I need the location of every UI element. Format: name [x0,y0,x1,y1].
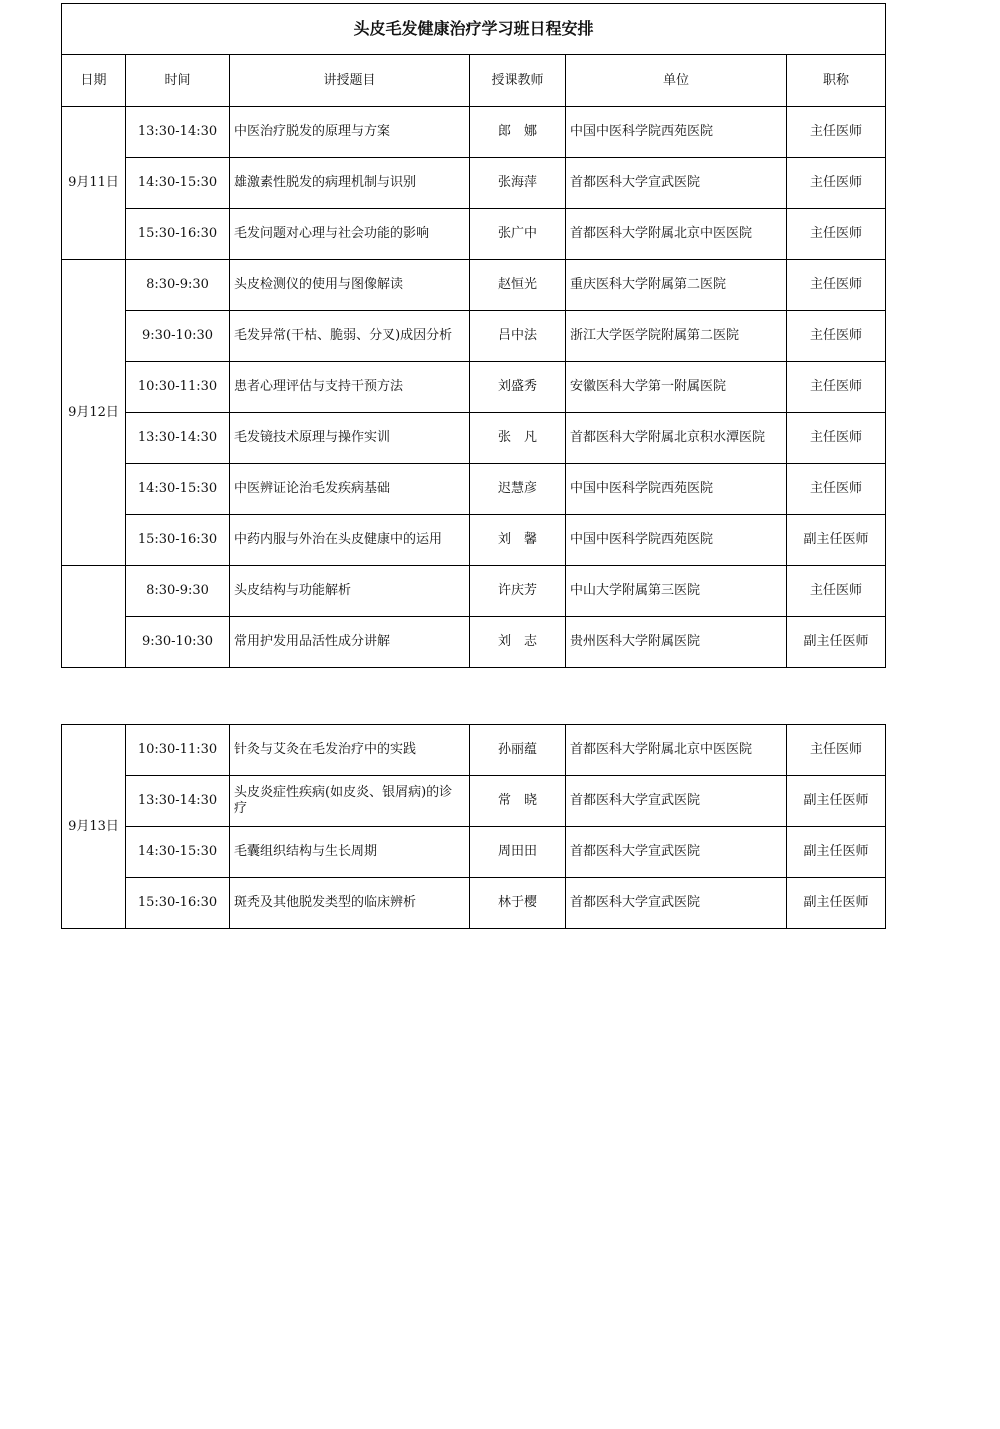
time-cell: 13:30-14:30 [126,413,230,464]
table-row [62,209,886,260]
table-row [62,107,886,158]
header-unit: 单位 [566,55,787,107]
header-topic: 讲授题目 [230,55,470,107]
teacher-cell: 张广中 [470,209,566,260]
topic-cell: 斑秃及其他脱发类型的临床辨析 [230,878,470,929]
unit-cell: 首都医科大学附属北京中医医院 [566,725,787,776]
rank-cell: 主任医师 [787,362,886,413]
unit-cell: 首都医科大学宣武医院 [566,776,787,827]
time-cell: 14:30-15:30 [126,158,230,209]
table-row [62,827,886,878]
schedule-table-continued [61,724,886,929]
topic-cell: 中医治疗脱发的原理与方案 [230,107,470,158]
table-row [62,566,886,617]
date-cell: 9月11日 [62,107,126,260]
topic-cell: 头皮炎症性疾病(如皮炎、银屑病)的诊疗 [230,776,470,827]
unit-cell: 首都医科大学宣武医院 [566,827,787,878]
rank-cell: 主任医师 [787,209,886,260]
topic-cell: 头皮结构与功能解析 [230,566,470,617]
topic-cell: 患者心理评估与支持干预方法 [230,362,470,413]
topic-cell: 毛发问题对心理与社会功能的影响 [230,209,470,260]
table-row [62,413,886,464]
teacher-cell: 张海萍 [470,158,566,209]
topic-cell: 中医辨证论治毛发疾病基础 [230,464,470,515]
header-title: 职称 [787,55,886,107]
rank-cell: 主任医师 [787,566,886,617]
header-time: 时间 [126,55,230,107]
rank-cell: 主任医师 [787,260,886,311]
unit-cell: 安徽医科大学第一附属医院 [566,362,787,413]
unit-cell: 首都医科大学附属北京中医医院 [566,209,787,260]
topic-cell: 毛发异常(干枯、脆弱、分叉)成因分析 [230,311,470,362]
topic-cell: 中药内服与外治在头皮健康中的运用 [230,515,470,566]
header-teacher: 授课教师 [470,55,566,107]
topic-cell: 常用护发用品活性成分讲解 [230,617,470,668]
table-row [62,260,886,311]
time-cell: 9:30-10:30 [126,617,230,668]
teacher-cell: 刘 志 [470,617,566,668]
time-cell: 13:30-14:30 [126,107,230,158]
teacher-cell: 周田田 [470,827,566,878]
unit-cell: 首都医科大学附属北京积水潭医院 [566,413,787,464]
rank-cell: 主任医师 [787,311,886,362]
table-row [62,776,886,827]
teacher-cell: 常 晓 [470,776,566,827]
table-row [62,464,886,515]
table-row [62,617,886,668]
unit-cell: 首都医科大学宣武医院 [566,158,787,209]
unit-cell: 中山大学附属第三医院 [566,566,787,617]
time-cell: 15:30-16:30 [126,515,230,566]
page-title: 头皮毛发健康治疗学习班日程安排 [62,4,886,55]
teacher-cell: 林于樱 [470,878,566,929]
rank-cell: 主任医师 [787,158,886,209]
teacher-cell: 郎 娜 [470,107,566,158]
table-row [62,515,886,566]
rank-cell: 主任医师 [787,413,886,464]
rank-cell: 副主任医师 [787,617,886,668]
unit-cell: 中国中医科学院西苑医院 [566,515,787,566]
rank-cell: 副主任医师 [787,776,886,827]
rank-cell: 副主任医师 [787,515,886,566]
topic-cell: 雄激素性脱发的病理机制与识别 [230,158,470,209]
time-cell: 14:30-15:30 [126,827,230,878]
teacher-cell: 赵恒光 [470,260,566,311]
unit-cell: 重庆医科大学附属第二医院 [566,260,787,311]
time-cell: 8:30-9:30 [126,260,230,311]
rank-cell: 主任医师 [787,725,886,776]
topic-cell: 针灸与艾灸在毛发治疗中的实践 [230,725,470,776]
rank-cell: 副主任医师 [787,878,886,929]
teacher-cell: 孙丽蕴 [470,725,566,776]
unit-cell: 首都医科大学宣武医院 [566,878,787,929]
date-cell: 9月13日 [62,725,126,929]
teacher-cell: 张 凡 [470,413,566,464]
table-row [62,725,886,776]
topic-cell: 毛囊组织结构与生长周期 [230,827,470,878]
rank-cell: 主任医师 [787,464,886,515]
time-cell: 13:30-14:30 [126,776,230,827]
table-header-row [62,55,886,107]
time-cell: 15:30-16:30 [126,209,230,260]
teacher-cell: 许庆芳 [470,566,566,617]
topic-cell: 毛发镜技术原理与操作实训 [230,413,470,464]
topic-cell: 头皮检测仪的使用与图像解读 [230,260,470,311]
header-date: 日期 [62,55,126,107]
schedule-table [61,3,886,668]
table-row [62,311,886,362]
table-row [62,878,886,929]
teacher-cell: 吕中法 [470,311,566,362]
rank-cell: 副主任医师 [787,827,886,878]
unit-cell: 中国中医科学院西苑医院 [566,107,787,158]
teacher-cell: 迟慧彦 [470,464,566,515]
time-cell: 8:30-9:30 [126,566,230,617]
date-cell: 9月12日 [62,260,126,566]
time-cell: 10:30-11:30 [126,362,230,413]
teacher-cell: 刘 馨 [470,515,566,566]
time-cell: 10:30-11:30 [126,725,230,776]
unit-cell: 贵州医科大学附属医院 [566,617,787,668]
date-cell [62,566,126,668]
time-cell: 15:30-16:30 [126,878,230,929]
rank-cell: 主任医师 [787,107,886,158]
unit-cell: 浙江大学医学院附属第二医院 [566,311,787,362]
teacher-cell: 刘盛秀 [470,362,566,413]
unit-cell: 中国中医科学院西苑医院 [566,464,787,515]
table-row [62,158,886,209]
time-cell: 9:30-10:30 [126,311,230,362]
time-cell: 14:30-15:30 [126,464,230,515]
table-row [62,362,886,413]
